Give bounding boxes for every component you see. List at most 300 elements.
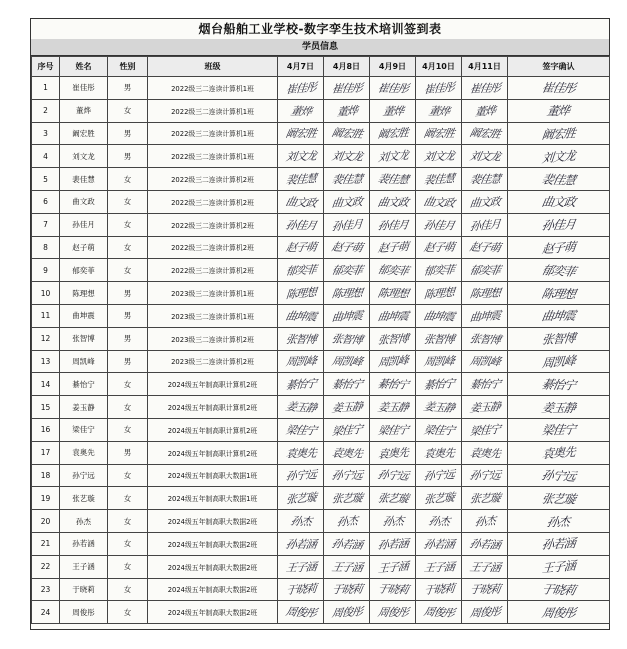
gender-cell: 女 bbox=[108, 236, 148, 259]
signature-cell-apr7 bbox=[278, 77, 324, 100]
signature-cell-apr10 bbox=[416, 168, 462, 191]
handwritten-signature: 孙若涵 bbox=[541, 536, 576, 553]
handwritten-signature: 阚宏胜 bbox=[422, 127, 455, 141]
handwritten-signature: 阚宏胜 bbox=[284, 127, 317, 141]
signature-confirm-cell bbox=[508, 510, 610, 533]
handwritten-signature: 王子涵 bbox=[284, 560, 317, 575]
class-cell: 2023级三二连读计算机2班 bbox=[148, 327, 278, 350]
handwritten-signature: 郁奕菲 bbox=[375, 263, 409, 278]
handwritten-signature: 綦怡宁 bbox=[468, 377, 501, 392]
signature-cell-apr11 bbox=[462, 441, 508, 464]
handwritten-signature: 赵子萌 bbox=[468, 240, 501, 255]
signature-cell-apr10 bbox=[416, 373, 462, 396]
handwritten-signature: 张智博 bbox=[329, 331, 363, 347]
signature-cell-apr9 bbox=[370, 282, 416, 305]
sign-in-sheet bbox=[30, 18, 610, 630]
gender-cell: 男 bbox=[108, 350, 148, 373]
signature-cell-apr9 bbox=[370, 418, 416, 441]
class-cell: 2024级五年制高职大数据2班 bbox=[148, 532, 278, 555]
row-number-cell: 1 bbox=[32, 77, 60, 100]
signature-cell-apr7 bbox=[278, 350, 324, 373]
handwritten-signature: 于晓莉 bbox=[284, 582, 317, 598]
handwritten-signature: 孙佳月 bbox=[422, 218, 455, 232]
signature-cell-apr7 bbox=[278, 327, 324, 350]
handwritten-signature: 崔佳彤 bbox=[540, 81, 577, 96]
handwritten-signature: 曲坤震 bbox=[468, 308, 501, 324]
signature-cell-apr10 bbox=[416, 510, 462, 533]
signature-confirm-cell bbox=[508, 532, 610, 555]
signature-cell-apr7 bbox=[278, 122, 324, 145]
signature-confirm-cell bbox=[508, 350, 610, 373]
signature-cell-apr8 bbox=[324, 122, 370, 145]
handwritten-signature: 曲文政 bbox=[421, 195, 455, 210]
table-row bbox=[32, 145, 610, 168]
handwritten-signature: 綦怡宁 bbox=[422, 377, 455, 393]
col-header-apr8: 4月8日 bbox=[324, 57, 370, 77]
handwritten-signature: 袁奥先 bbox=[284, 446, 317, 460]
handwritten-signature: 綦怡宁 bbox=[330, 377, 363, 392]
signature-cell-apr8 bbox=[324, 555, 370, 578]
signature-cell-apr8 bbox=[324, 578, 370, 601]
table-row bbox=[32, 487, 610, 510]
handwritten-signature: 郁奕菲 bbox=[540, 262, 577, 279]
handwritten-signature: 袁奥先 bbox=[376, 445, 409, 461]
col-header-apr7: 4月7日 bbox=[278, 57, 324, 77]
handwritten-signature: 裴佳慧 bbox=[540, 172, 577, 188]
handwritten-signature: 董烨 bbox=[546, 103, 571, 119]
row-number-cell: 7 bbox=[32, 213, 60, 236]
signature-cell-apr9 bbox=[370, 168, 416, 191]
handwritten-signature: 孙杰 bbox=[473, 514, 496, 529]
row-number-cell: 23 bbox=[32, 578, 60, 601]
table-row bbox=[32, 168, 610, 191]
handwritten-signature: 孙宁远 bbox=[422, 468, 455, 484]
gender-cell: 男 bbox=[108, 304, 148, 327]
signature-cell-apr10 bbox=[416, 304, 462, 327]
signature-cell-apr8 bbox=[324, 259, 370, 282]
handwritten-signature: 于晓莉 bbox=[422, 582, 455, 598]
row-number-cell: 19 bbox=[32, 487, 60, 510]
handwritten-signature: 周凯峰 bbox=[422, 354, 455, 370]
signature-cell-apr9 bbox=[370, 213, 416, 236]
signature-cell-apr8 bbox=[324, 304, 370, 327]
signature-cell-apr8 bbox=[324, 396, 370, 419]
handwritten-signature: 孙杰 bbox=[427, 514, 450, 529]
signature-cell-apr8 bbox=[324, 350, 370, 373]
signature-cell-apr9 bbox=[370, 532, 416, 555]
handwritten-signature: 王子涵 bbox=[422, 560, 455, 575]
signature-cell-apr7 bbox=[278, 213, 324, 236]
signature-cell-apr10 bbox=[416, 396, 462, 419]
handwritten-signature: 裴佳慧 bbox=[422, 171, 455, 188]
signature-cell-apr9 bbox=[370, 578, 416, 601]
class-cell: 2024级五年制高职计算机2班 bbox=[148, 396, 278, 419]
student-name-cell: 梁佳宁 bbox=[60, 418, 108, 441]
handwritten-signature: 赵子萌 bbox=[284, 241, 317, 255]
handwritten-signature: 梁佳宁 bbox=[376, 423, 409, 438]
row-number-cell: 24 bbox=[32, 601, 60, 624]
signature-confirm-cell bbox=[508, 373, 610, 396]
handwritten-signature: 周俊彤 bbox=[330, 605, 363, 621]
row-number-cell: 5 bbox=[32, 168, 60, 191]
signature-confirm-cell bbox=[508, 464, 610, 487]
signature-cell-apr11 bbox=[462, 373, 508, 396]
gender-cell: 男 bbox=[108, 122, 148, 145]
handwritten-signature: 綦怡宁 bbox=[284, 377, 317, 393]
class-cell: 2023级三二连读计算机2班 bbox=[148, 350, 278, 373]
handwritten-signature: 裴佳慧 bbox=[284, 171, 317, 188]
signature-cell-apr11 bbox=[462, 145, 508, 168]
table-row bbox=[32, 282, 610, 305]
signature-cell-apr7 bbox=[278, 510, 324, 533]
signature-cell-apr9 bbox=[370, 304, 416, 327]
handwritten-signature: 周凯峰 bbox=[284, 354, 317, 370]
row-number-cell: 18 bbox=[32, 464, 60, 487]
col-header-name: 姓名 bbox=[60, 57, 108, 77]
col-header-no: 序号 bbox=[32, 57, 60, 77]
class-cell: 2022级三二连读计算机1班 bbox=[148, 99, 278, 122]
handwritten-signature: 赵子萌 bbox=[330, 240, 363, 255]
table-row bbox=[32, 350, 610, 373]
table-row bbox=[32, 304, 610, 327]
handwritten-signature: 孙杰 bbox=[289, 514, 312, 529]
signature-cell-apr11 bbox=[462, 327, 508, 350]
class-cell: 2023级三二连读计算机1班 bbox=[148, 304, 278, 327]
signature-cell-apr11 bbox=[462, 213, 508, 236]
signature-cell-apr10 bbox=[416, 487, 462, 510]
handwritten-signature: 董烨 bbox=[427, 104, 450, 118]
signature-cell-apr11 bbox=[462, 555, 508, 578]
gender-cell: 女 bbox=[108, 464, 148, 487]
table-body bbox=[32, 77, 610, 624]
signature-cell-apr8 bbox=[324, 373, 370, 396]
gender-cell: 女 bbox=[108, 555, 148, 578]
handwritten-signature: 董烨 bbox=[289, 104, 312, 118]
signature-cell-apr9 bbox=[370, 122, 416, 145]
signature-cell-apr8 bbox=[324, 532, 370, 555]
class-cell: 2022级三二连读计算机2班 bbox=[148, 190, 278, 213]
signature-cell-apr8 bbox=[324, 464, 370, 487]
handwritten-signature: 曲文政 bbox=[468, 195, 501, 210]
table-row bbox=[32, 236, 610, 259]
signature-confirm-cell bbox=[508, 578, 610, 601]
handwritten-signature: 阚宏胜 bbox=[376, 126, 409, 142]
signature-cell-apr7 bbox=[278, 578, 324, 601]
signature-cell-apr7 bbox=[278, 304, 324, 327]
handwritten-signature: 孙杰 bbox=[546, 514, 571, 529]
gender-cell: 女 bbox=[108, 487, 148, 510]
signature-confirm-cell bbox=[508, 122, 610, 145]
handwritten-signature: 张艺璇 bbox=[330, 491, 363, 506]
student-name-cell: 阚宏胜 bbox=[60, 122, 108, 145]
signature-cell-apr11 bbox=[462, 99, 508, 122]
handwritten-signature: 张艺璇 bbox=[422, 490, 454, 507]
handwritten-signature: 崔佳彤 bbox=[284, 80, 316, 97]
handwritten-signature: 姜玉静 bbox=[540, 400, 577, 415]
gender-cell: 女 bbox=[108, 532, 148, 555]
gender-cell: 男 bbox=[108, 145, 148, 168]
handwritten-signature: 曲文政 bbox=[283, 195, 317, 210]
signature-cell-apr7 bbox=[278, 99, 324, 122]
class-cell: 2024级五年制高职计算机2班 bbox=[148, 373, 278, 396]
handwritten-signature: 袁奥先 bbox=[330, 446, 363, 461]
handwritten-signature: 刘文龙 bbox=[330, 150, 363, 164]
handwritten-signature: 王子涵 bbox=[376, 559, 408, 576]
signature-confirm-cell bbox=[508, 77, 610, 100]
signature-cell-apr11 bbox=[462, 168, 508, 191]
signature-cell-apr7 bbox=[278, 168, 324, 191]
signature-confirm-cell bbox=[508, 168, 610, 191]
class-cell: 2024级五年制高职计算机2班 bbox=[148, 441, 278, 464]
student-name-cell: 綦怡宁 bbox=[60, 373, 108, 396]
gender-cell: 女 bbox=[108, 190, 148, 213]
signature-confirm-cell bbox=[508, 213, 610, 236]
gender-cell: 女 bbox=[108, 99, 148, 122]
student-name-cell: 曲文政 bbox=[60, 190, 108, 213]
handwritten-signature: 赵子萌 bbox=[541, 239, 576, 257]
handwritten-signature: 梁佳宁 bbox=[330, 422, 362, 439]
signature-confirm-cell bbox=[508, 601, 610, 624]
handwritten-signature: 孙若涵 bbox=[376, 536, 409, 552]
handwritten-signature: 刘文龙 bbox=[541, 148, 576, 166]
handwritten-signature: 阚宏胜 bbox=[329, 126, 363, 142]
handwritten-signature: 孙佳月 bbox=[330, 217, 362, 234]
signature-cell-apr9 bbox=[370, 236, 416, 259]
signature-cell-apr8 bbox=[324, 441, 370, 464]
signature-confirm-cell bbox=[508, 282, 610, 305]
signature-cell-apr7 bbox=[278, 373, 324, 396]
class-cell: 2022级三二连读计算机2班 bbox=[148, 259, 278, 282]
handwritten-signature: 梁佳宁 bbox=[468, 422, 500, 439]
handwritten-signature: 孙宁远 bbox=[468, 469, 501, 483]
handwritten-signature: 于晓莉 bbox=[330, 583, 363, 597]
handwritten-signature: 刘文龙 bbox=[376, 148, 408, 165]
signature-cell-apr7 bbox=[278, 487, 324, 510]
student-name-cell: 孙杰 bbox=[60, 510, 108, 533]
row-number-cell: 10 bbox=[32, 282, 60, 305]
row-number-cell: 13 bbox=[32, 350, 60, 373]
signature-cell-apr8 bbox=[324, 327, 370, 350]
col-header-apr9: 4月9日 bbox=[370, 57, 416, 77]
handwritten-signature: 张智博 bbox=[541, 331, 576, 348]
class-cell: 2024级五年制高职大数据2班 bbox=[148, 510, 278, 533]
handwritten-signature: 赵子萌 bbox=[376, 240, 409, 256]
class-cell: 2024级五年制高职大数据2班 bbox=[148, 555, 278, 578]
row-number-cell: 4 bbox=[32, 145, 60, 168]
signature-cell-apr7 bbox=[278, 282, 324, 305]
class-cell: 2022级三二连读计算机1班 bbox=[148, 77, 278, 100]
class-cell: 2022级三二连读计算机2班 bbox=[148, 213, 278, 236]
handwritten-signature: 崔佳彤 bbox=[468, 81, 501, 96]
handwritten-signature: 裴佳慧 bbox=[468, 172, 501, 187]
signature-confirm-cell bbox=[508, 441, 610, 464]
handwritten-signature: 周凯峰 bbox=[468, 355, 501, 369]
signature-cell-apr10 bbox=[416, 464, 462, 487]
handwritten-signature: 孙宁远 bbox=[330, 469, 363, 483]
handwritten-signature: 周俊彤 bbox=[540, 605, 577, 620]
handwritten-signature: 张智博 bbox=[422, 332, 455, 346]
student-name-cell: 孙佳月 bbox=[60, 213, 108, 236]
row-number-cell: 9 bbox=[32, 259, 60, 282]
row-number-cell: 11 bbox=[32, 304, 60, 327]
signature-cell-apr11 bbox=[462, 510, 508, 533]
signature-cell-apr7 bbox=[278, 464, 324, 487]
signature-confirm-cell bbox=[508, 236, 610, 259]
table-row bbox=[32, 77, 610, 100]
gender-cell: 女 bbox=[108, 168, 148, 191]
handwritten-signature: 王子涵 bbox=[330, 560, 363, 574]
gender-cell: 男 bbox=[108, 282, 148, 305]
signature-confirm-cell bbox=[508, 487, 610, 510]
handwritten-signature: 孙若涵 bbox=[422, 537, 455, 551]
signature-cell-apr9 bbox=[370, 510, 416, 533]
handwritten-signature: 张艺璇 bbox=[284, 490, 316, 507]
signature-confirm-cell bbox=[508, 145, 610, 168]
handwritten-signature: 孙杰 bbox=[335, 514, 358, 529]
signature-cell-apr10 bbox=[416, 122, 462, 145]
handwritten-signature: 陈理想 bbox=[376, 286, 409, 301]
signature-cell-apr9 bbox=[370, 373, 416, 396]
student-name-cell: 裴佳慧 bbox=[60, 168, 108, 191]
handwritten-signature: 张艺璇 bbox=[468, 491, 501, 506]
handwritten-signature: 孙宁远 bbox=[284, 468, 317, 484]
handwritten-signature: 姜玉静 bbox=[468, 400, 501, 415]
handwritten-signature: 袁奥先 bbox=[422, 446, 455, 460]
student-name-cell: 曲坤震 bbox=[60, 304, 108, 327]
row-number-cell: 6 bbox=[32, 190, 60, 213]
table-row bbox=[32, 396, 610, 419]
handwritten-signature: 周俊彤 bbox=[283, 605, 317, 620]
table-row bbox=[32, 122, 610, 145]
student-name-cell: 孙若涵 bbox=[60, 532, 108, 555]
signature-confirm-cell bbox=[508, 418, 610, 441]
student-name-cell: 张艺璇 bbox=[60, 487, 108, 510]
signature-cell-apr11 bbox=[462, 578, 508, 601]
student-name-cell: 于晓莉 bbox=[60, 578, 108, 601]
class-cell: 2022级三二连读计算机1班 bbox=[148, 122, 278, 145]
signature-confirm-cell bbox=[508, 190, 610, 213]
signature-cell-apr7 bbox=[278, 190, 324, 213]
signature-cell-apr11 bbox=[462, 304, 508, 327]
signature-cell-apr8 bbox=[324, 487, 370, 510]
handwritten-signature: 郁奕菲 bbox=[422, 263, 455, 279]
gender-cell: 女 bbox=[108, 213, 148, 236]
signature-cell-apr11 bbox=[462, 601, 508, 624]
handwritten-signature: 王子涵 bbox=[468, 560, 501, 574]
handwritten-signature: 崔佳彤 bbox=[422, 80, 454, 97]
signature-cell-apr7 bbox=[278, 236, 324, 259]
handwritten-signature: 王子涵 bbox=[541, 558, 576, 576]
row-number-cell: 20 bbox=[32, 510, 60, 533]
row-number-cell: 21 bbox=[32, 532, 60, 555]
table-row bbox=[32, 259, 610, 282]
sheet-title: 烟台船舶工业学校-数字孪生技术培训签到表 bbox=[31, 19, 609, 40]
signature-confirm-cell bbox=[508, 99, 610, 122]
handwritten-signature: 孙若涵 bbox=[467, 537, 501, 552]
signature-cell-apr10 bbox=[416, 418, 462, 441]
handwritten-signature: 曲文政 bbox=[330, 195, 363, 210]
handwritten-signature: 陈理想 bbox=[468, 286, 501, 301]
student-name-cell: 孙宁远 bbox=[60, 464, 108, 487]
row-number-cell: 12 bbox=[32, 327, 60, 350]
signature-cell-apr10 bbox=[416, 259, 462, 282]
signature-cell-apr7 bbox=[278, 601, 324, 624]
handwritten-signature: 周凯峰 bbox=[330, 355, 363, 369]
signature-cell-apr10 bbox=[416, 532, 462, 555]
signature-cell-apr7 bbox=[278, 396, 324, 419]
handwritten-signature: 孙若涵 bbox=[284, 537, 317, 551]
row-number-cell: 22 bbox=[32, 555, 60, 578]
handwritten-signature: 于晓莉 bbox=[376, 582, 409, 597]
signature-cell-apr11 bbox=[462, 396, 508, 419]
gender-cell: 女 bbox=[108, 418, 148, 441]
handwritten-signature: 孙佳月 bbox=[468, 217, 500, 234]
handwritten-signature: 孙宁远 bbox=[540, 468, 577, 484]
student-name-cell: 王子涵 bbox=[60, 555, 108, 578]
handwritten-signature: 孙杰 bbox=[381, 514, 404, 529]
handwritten-signature: 赵子萌 bbox=[422, 241, 455, 255]
signature-cell-apr8 bbox=[324, 510, 370, 533]
signature-cell-apr8 bbox=[324, 236, 370, 259]
handwritten-signature: 张艺璇 bbox=[540, 491, 577, 506]
handwritten-signature: 姜玉静 bbox=[421, 400, 455, 415]
signature-cell-apr7 bbox=[278, 441, 324, 464]
handwritten-signature: 孙佳月 bbox=[540, 217, 576, 233]
handwritten-signature: 梁佳宁 bbox=[540, 422, 576, 438]
handwritten-signature: 刘文龙 bbox=[422, 149, 455, 164]
handwritten-signature: 曲坤震 bbox=[422, 309, 455, 324]
signature-cell-apr10 bbox=[416, 190, 462, 213]
handwritten-signature: 孙若涵 bbox=[329, 537, 363, 552]
class-cell: 2024级五年制高职大数据2班 bbox=[148, 578, 278, 601]
handwritten-signature: 周俊彤 bbox=[376, 606, 409, 620]
table-row bbox=[32, 532, 610, 555]
class-cell: 2024级五年制高职大数据1班 bbox=[148, 487, 278, 510]
handwritten-signature: 于晓莉 bbox=[540, 582, 577, 598]
signature-cell-apr10 bbox=[416, 213, 462, 236]
handwritten-signature: 陈理想 bbox=[284, 285, 316, 302]
signature-cell-apr9 bbox=[370, 601, 416, 624]
signature-cell-apr8 bbox=[324, 418, 370, 441]
student-name-cell: 周俊彤 bbox=[60, 601, 108, 624]
handwritten-signature: 陈理想 bbox=[540, 286, 577, 301]
handwritten-signature: 袁奥先 bbox=[468, 446, 501, 461]
row-number-cell: 2 bbox=[32, 99, 60, 122]
signature-cell-apr10 bbox=[416, 99, 462, 122]
signature-cell-apr11 bbox=[462, 350, 508, 373]
signature-cell-apr9 bbox=[370, 327, 416, 350]
handwritten-signature: 姜玉静 bbox=[330, 400, 363, 415]
signature-cell-apr11 bbox=[462, 236, 508, 259]
table-row bbox=[32, 190, 610, 213]
gender-cell: 女 bbox=[108, 510, 148, 533]
handwritten-signature: 郁奕菲 bbox=[330, 264, 363, 278]
handwritten-signature: 曲文政 bbox=[540, 195, 577, 210]
col-header-gender: 性别 bbox=[108, 57, 148, 77]
signature-confirm-cell bbox=[508, 555, 610, 578]
signature-cell-apr9 bbox=[370, 464, 416, 487]
table-row bbox=[32, 373, 610, 396]
class-cell: 2023级三二连读计算机1班 bbox=[148, 282, 278, 305]
handwritten-signature: 董烨 bbox=[335, 103, 358, 119]
signature-cell-apr9 bbox=[370, 259, 416, 282]
signature-cell-apr8 bbox=[324, 213, 370, 236]
student-name-cell: 张智博 bbox=[60, 327, 108, 350]
signature-cell-apr10 bbox=[416, 327, 462, 350]
handwritten-signature: 姜玉静 bbox=[376, 401, 409, 415]
section-header: 学员信息 bbox=[31, 39, 609, 56]
signature-confirm-cell bbox=[508, 327, 610, 350]
